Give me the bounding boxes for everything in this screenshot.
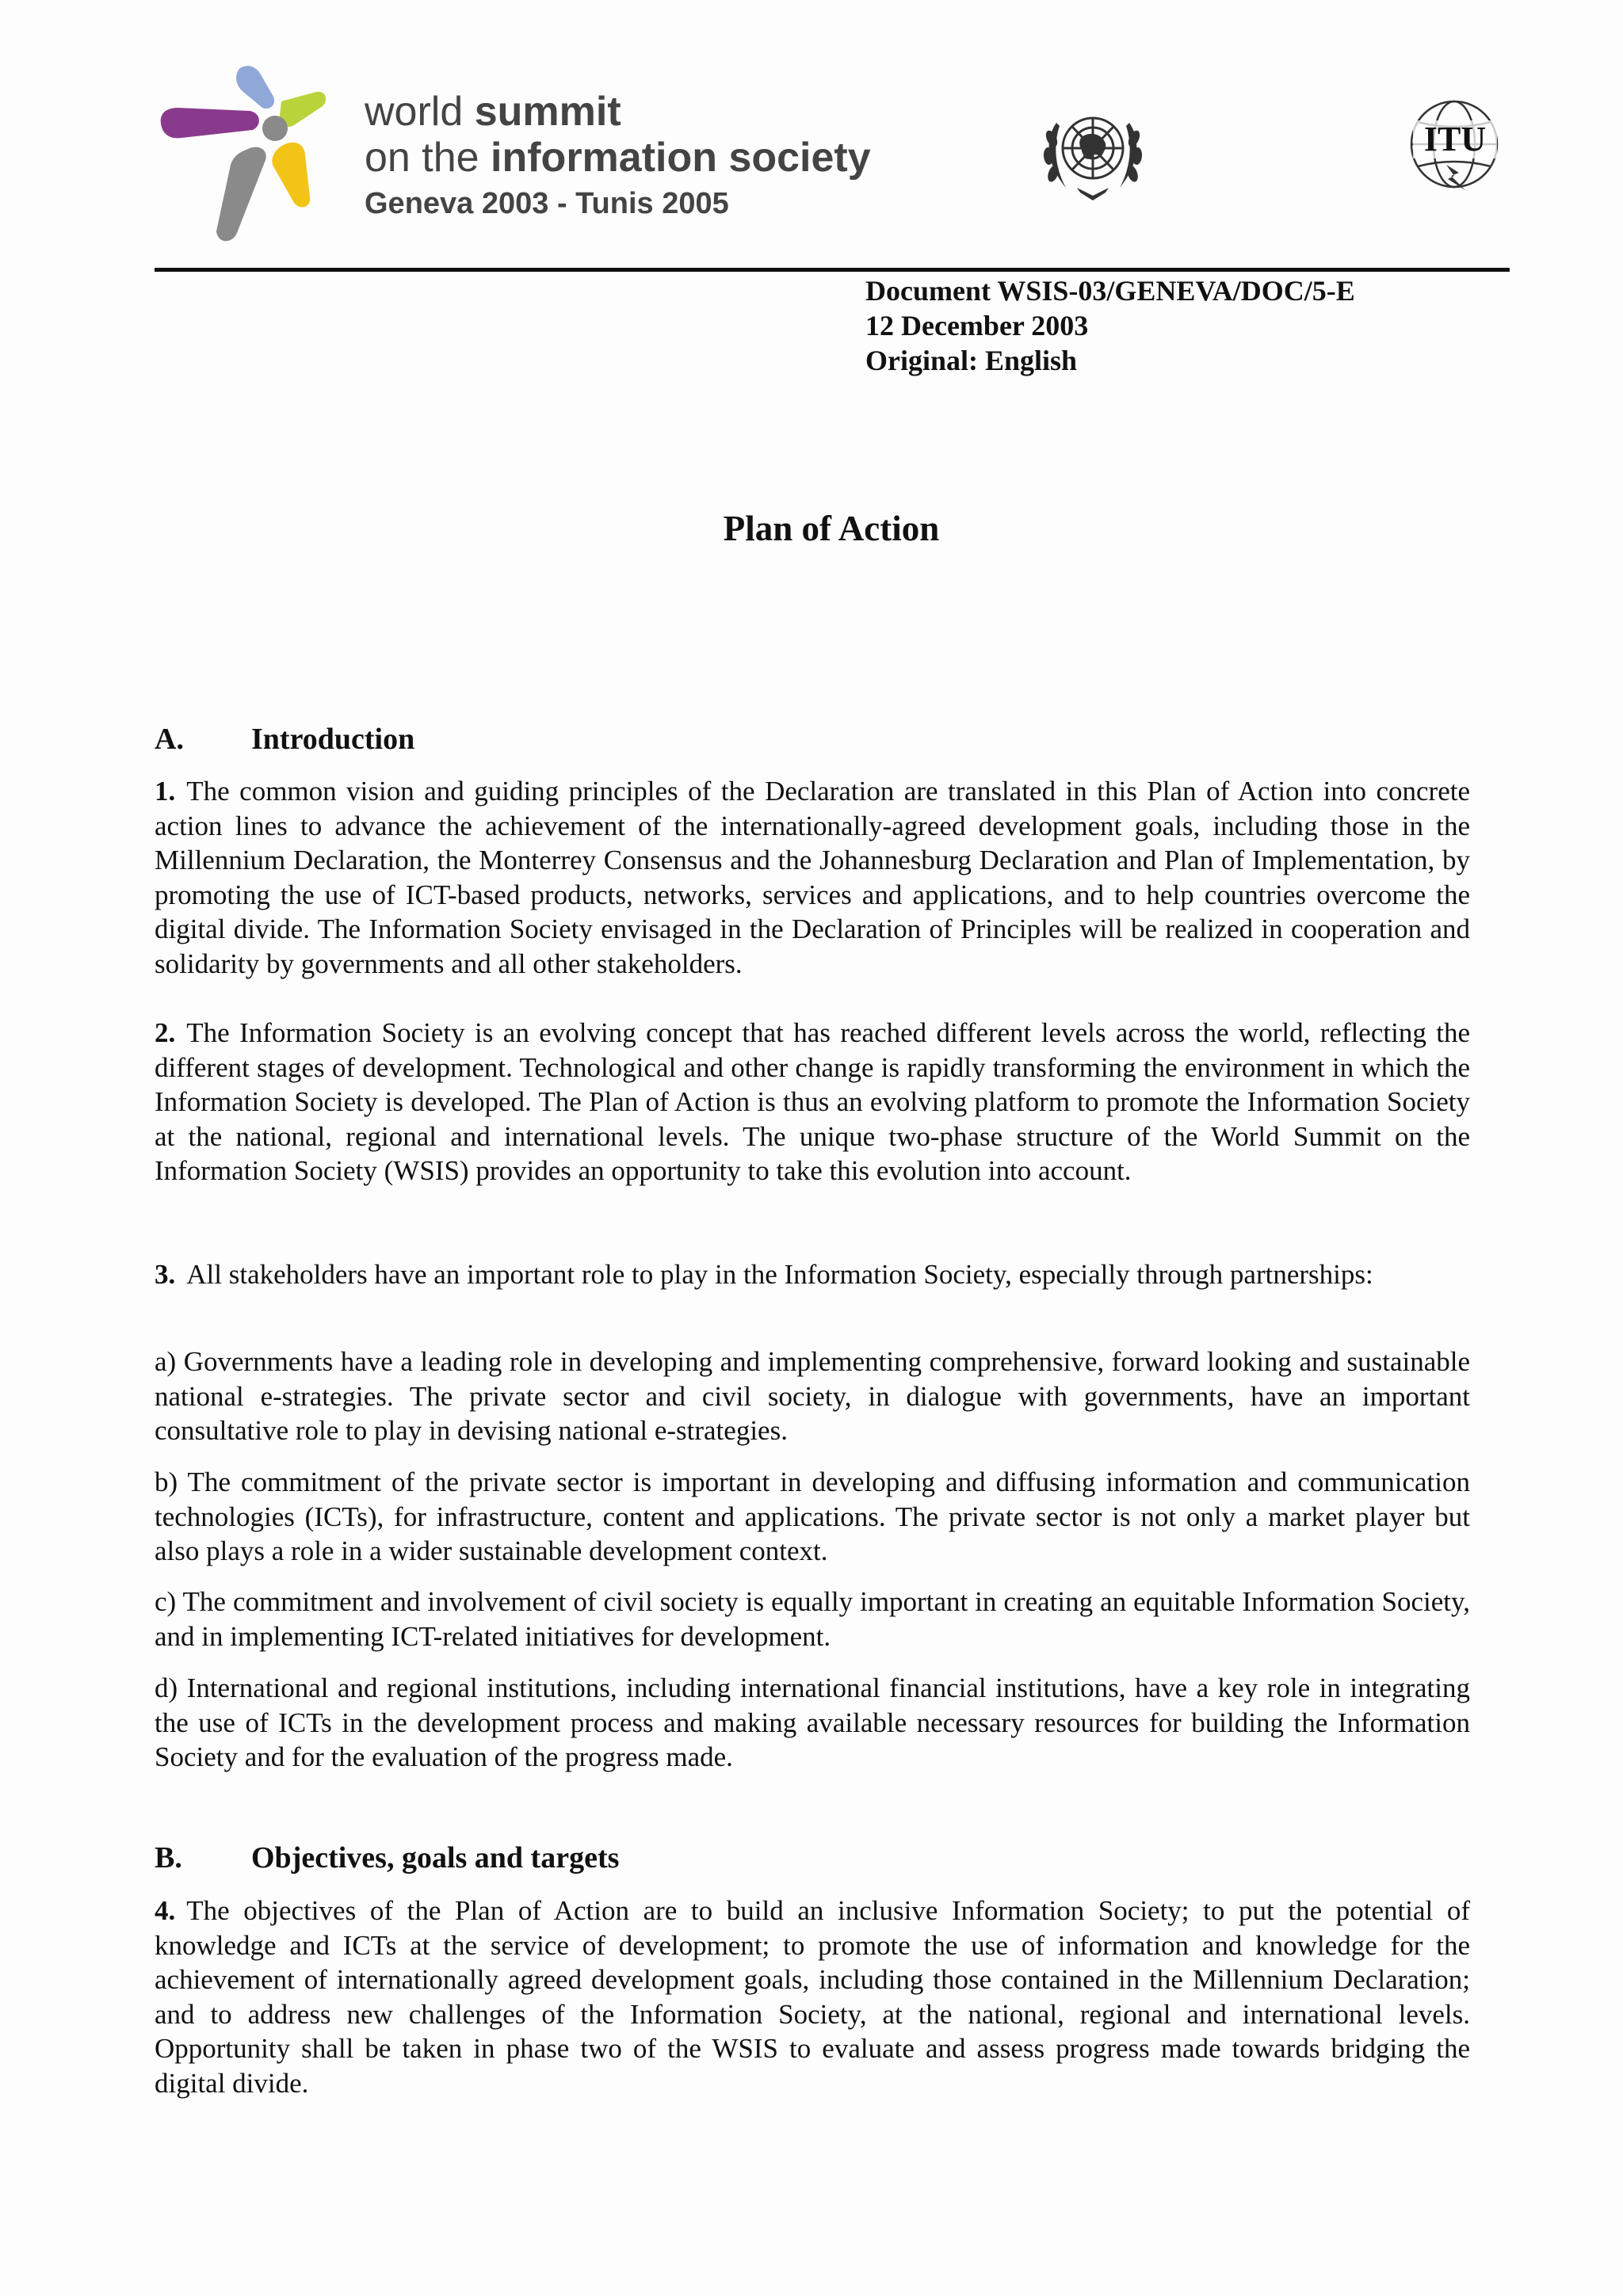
paragraph-1 <box>155 774 1470 981</box>
paragraph-3d <box>155 1671 1470 1775</box>
section-title: Introduction <box>251 723 415 756</box>
logo-line-3: Geneva 2003 - Tunis 2005 <box>365 187 729 220</box>
paragraph-text: d) International and regional institutions, including international financial institutions, have a key role in integrating the use of ICTs in the development process and making available necessary resources for building the Information Society and for the evaluation of the progress made. <box>155 1672 1470 1772</box>
document-info <box>865 273 1355 378</box>
logo-line-2: on the information society <box>365 135 871 181</box>
section-title: Objectives, goals and targets <box>251 1841 620 1875</box>
paragraph-3b <box>155 1465 1470 1569</box>
paragraph-number: 1. <box>155 776 176 807</box>
paragraph-text: The Information Society is an evolving concept that has reached different levels across the world, reflecting the different stages of development. Technological and other change is rapidly transforming the environment in which the Information Society is developed. The Plan of Action is thus an evolving platform to promote the Information Society at the national, regional and international levels. The unique two-phase structure of the World Summit on the Information Society (WSIS) provides an opportunity to take this evolution into account. <box>155 1017 1470 1186</box>
section-letter: B. <box>155 1841 182 1875</box>
paragraph-2 <box>155 1016 1470 1188</box>
page-title: Plan of Action <box>723 509 940 548</box>
paragraph-3c <box>155 1585 1470 1653</box>
paragraph-text: a) Governments have a leading role in developing and implementing comprehensive, forward looking and sustainable national e-strategies. The private sector and civil society, in dialogue with governments, have an important consultative role to play in devising national e-strategies. <box>155 1346 1470 1446</box>
document-number: Document WSIS-03/GENEVA/DOC/5-E <box>865 275 1355 307</box>
logo-line-1: world summit <box>365 89 621 135</box>
paragraph-text: c) The commitment and involvement of civil society is equally important in creating an equitable Information Society, and in implementing ICT-related initiatives for development. <box>155 1586 1470 1652</box>
itu-logo <box>1407 97 1503 198</box>
paragraph-text: The common vision and guiding principles of the Declaration are translated in this Plan of Action into concrete action lines to advance the achievement of the internationally-agreed development goals, including those in the Millennium Declaration, the Monterrey Consensus and the Johannesburg Declaration and Plan of Implementation, by promoting the use of ICT-based products, networks, services and applications, and to help countries overcome the digital divide. The Information Society envisaged in the Declaration of Principles will be realized in cooperation and solidarity by governments and all other stakeholders. <box>155 776 1470 979</box>
paragraph-text: b) The commitment of the private sector is important in developing and diffusing information and communication technologies (ICTs), for infrastructure, content and applications. The private sector is not only a market player but also plays a role in a wider sustainable development context. <box>155 1466 1470 1566</box>
document-original-language: Original: English <box>865 345 1078 376</box>
section-letter: A. <box>155 723 184 756</box>
paragraph-3 <box>155 1257 1470 1292</box>
paragraph-number: 2. <box>155 1017 176 1048</box>
paragraph-text: All stakeholders have an important role to play in the Information Society, especially through partnerships: <box>186 1259 1373 1290</box>
section-heading-a <box>155 721 414 757</box>
section-heading-b <box>155 1840 619 1876</box>
wsis-logo <box>155 62 871 252</box>
itu-label: ITU <box>1413 120 1497 158</box>
paragraph-4 <box>155 1894 1470 2100</box>
paragraph-text: The objectives of the Plan of Action are to build an inclusive Information Society; to put the potential of knowledge and ICTs at the service of development; to promote the use of information and knowledge for the achievement of internationally agreed development goals, including those contained in the Millennium Declaration; and to address new challenges of the Information Society, at the national, regional and international levels. Opportunity shall be taken in phase two of the WSIS to evaluate and assess progress made towards bridging the digital divide. <box>155 1895 1470 2099</box>
un-emblem-icon <box>1034 99 1151 202</box>
document-date: 12 December 2003 <box>865 310 1089 341</box>
header-rule <box>155 268 1510 272</box>
wsis-star-icon <box>155 62 353 252</box>
paragraph-number: 3. <box>155 1259 176 1290</box>
paragraph-3a <box>155 1344 1470 1448</box>
paragraph-number: 4. <box>155 1895 176 1926</box>
